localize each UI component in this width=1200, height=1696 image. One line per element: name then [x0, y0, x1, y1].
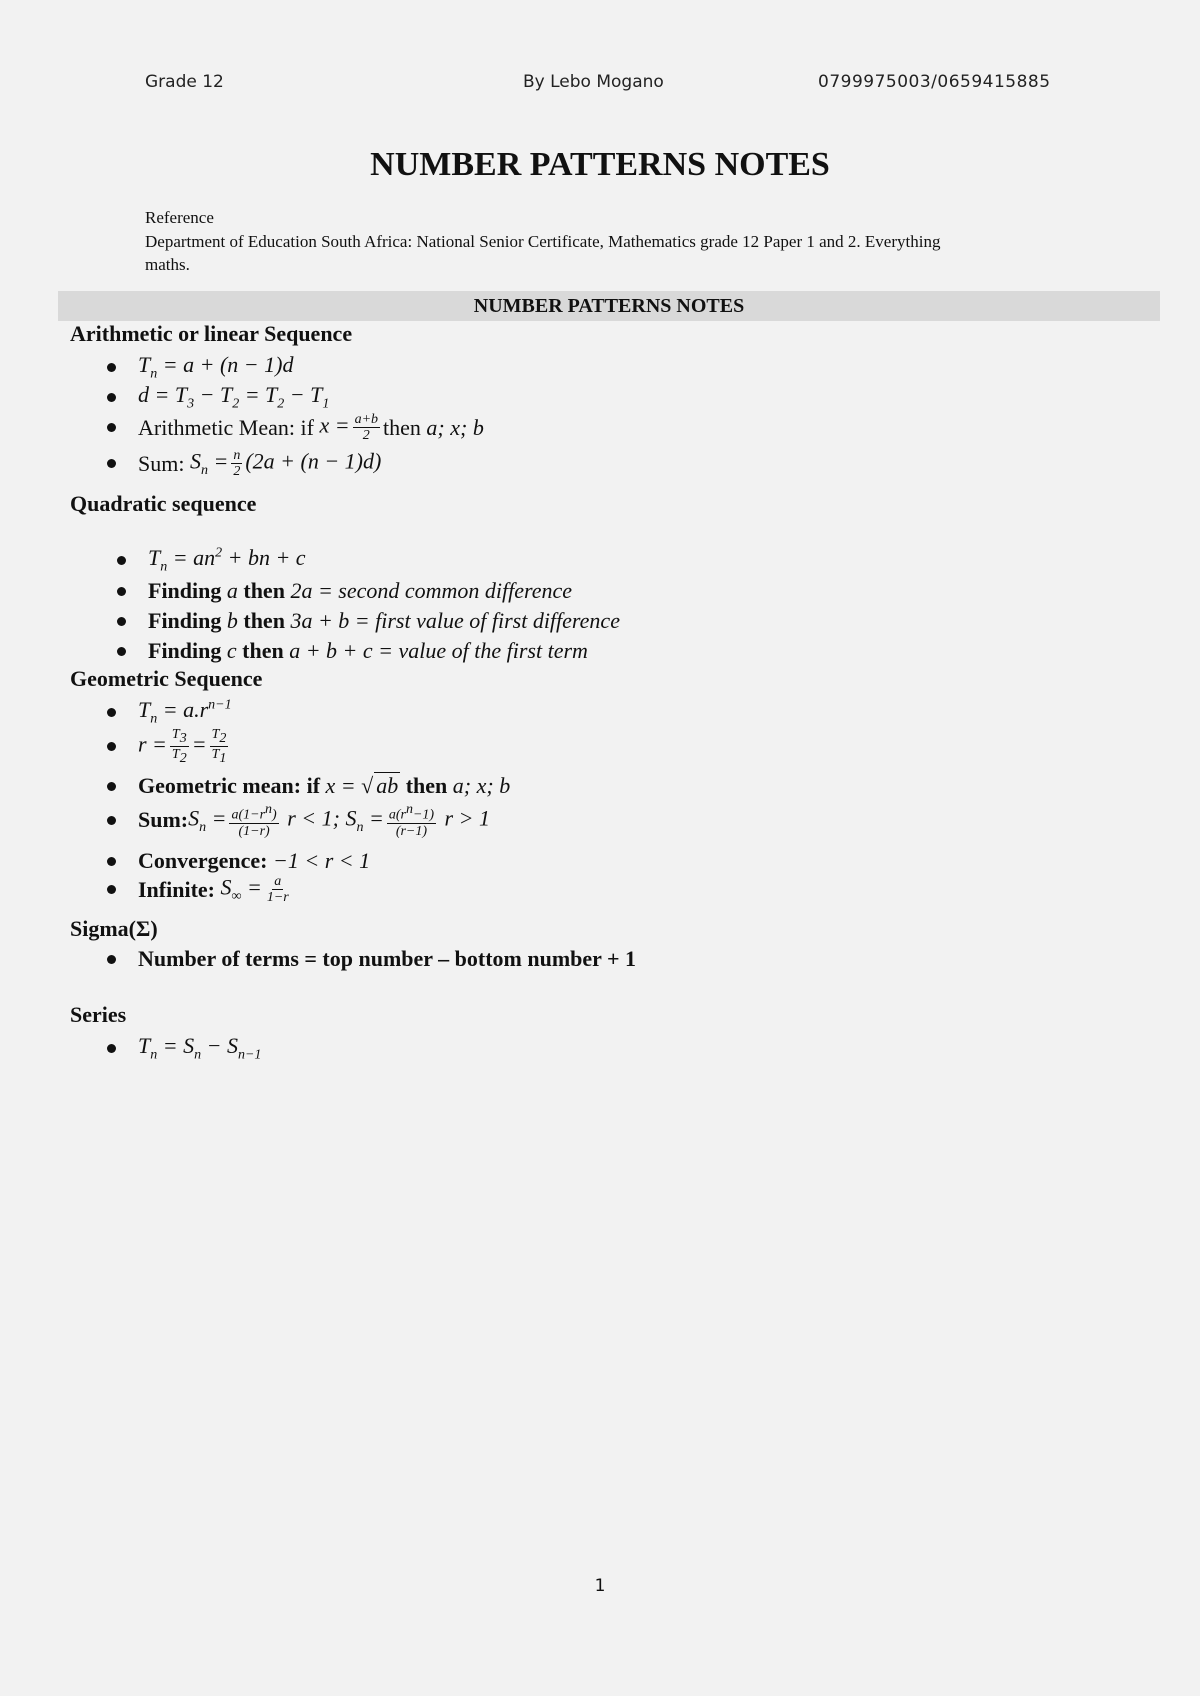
bullet-icon	[107, 363, 116, 372]
formula-abx: a; x; b	[426, 414, 484, 440]
first-value-first-difference: first value of first difference	[375, 608, 620, 633]
formula-geometric-sum: $S_n$ = $\frac{a(1-r^n)}{(1-r)}$ r < 1; $S_n$ = $\frac{a(r^n-1)}{(r-1)}$ r > 1	[188, 802, 490, 839]
reference-label: Reference	[145, 208, 214, 227]
formula-arithmetic-sum: $S_n$ = $\frac{n}{2}$ (2a + (n − 1)d)	[189, 448, 382, 479]
finding-label: Finding	[148, 638, 222, 663]
page-number: 1	[594, 1576, 606, 1596]
geometric-heading: Geometric Sequence	[70, 666, 263, 691]
finding-label: Finding	[148, 578, 222, 603]
list-item	[117, 638, 588, 664]
formula-common-difference: $d = T_3 - T_2 = T_2 - T_1$	[138, 382, 330, 412]
sigma-heading: Sigma(Σ)	[70, 916, 158, 941]
then-label: then	[243, 578, 285, 603]
bullet-icon	[107, 955, 116, 964]
list-item	[107, 848, 370, 874]
section-banner: NUMBER PATTERNS NOTES	[58, 291, 1160, 321]
formula-infinite-sum: $S_\infty$ = $\frac{a}{1-r}$	[220, 874, 289, 905]
list-item	[107, 802, 490, 839]
sum-label: Sum:	[138, 807, 189, 833]
bullet-icon	[107, 885, 116, 894]
bullet-icon	[117, 647, 126, 656]
list-item	[107, 448, 381, 479]
bullet-icon	[117, 587, 126, 596]
arithmetic-heading: Arithmetic or linear Sequence	[70, 321, 353, 346]
list-item	[107, 1033, 261, 1063]
second-common-difference: second common difference	[338, 578, 573, 603]
infinite-label: Infinite:	[138, 876, 215, 902]
quadratic-heading: Quadratic sequence	[70, 491, 257, 516]
list-item	[107, 352, 293, 382]
formula-geometric-mean: x = √ ab	[325, 773, 399, 798]
reference-line1: Department of Education South Africa: National Senior Certificate, Mathematics grade 12 Paper 1 and 2. Everything	[145, 232, 941, 251]
header-phone: 0799975003/0659415885	[818, 72, 1051, 92]
then-label: then	[405, 773, 448, 798]
bullet-icon	[107, 782, 116, 791]
formula-3a-b: 3a + b =	[290, 608, 376, 633]
bullet-icon	[107, 857, 116, 866]
then-label: then	[242, 638, 284, 663]
formula-2a: 2a =	[290, 578, 339, 603]
bullet-icon	[107, 393, 116, 402]
bullet-icon	[107, 1044, 116, 1053]
bullet-icon	[117, 617, 126, 626]
sum-label: Sum:	[138, 450, 185, 476]
page-title: NUMBER PATTERNS NOTES	[370, 146, 830, 183]
bullet-icon	[107, 459, 116, 468]
list-item	[107, 946, 636, 972]
arithmetic-mean-label: Arithmetic Mean: if	[138, 414, 314, 440]
formula-convergence: −1 < r < 1	[273, 848, 371, 873]
var-c: c	[226, 638, 237, 663]
bullet-icon	[107, 708, 116, 717]
list-item	[107, 727, 231, 766]
bullet-icon	[107, 423, 116, 432]
geometric-mean-label: Geometric mean: if	[138, 773, 321, 798]
list-item	[117, 578, 572, 604]
sigma-rule: Number of terms = top number – bottom number + 1	[138, 946, 637, 971]
header-author: By Lebo Mogano	[523, 72, 664, 92]
formula-tn-arithmetic: $T_n = a + (n - 1)d$	[138, 352, 294, 382]
formula-tn-quadratic: $T_n = an^2$ + bn + c	[148, 545, 306, 575]
list-item	[107, 697, 232, 727]
then-label: then	[383, 414, 421, 440]
list-item	[107, 412, 484, 443]
list-item	[117, 545, 306, 575]
bullet-icon	[117, 556, 126, 565]
list-item	[107, 874, 294, 905]
convergence-label: Convergence:	[138, 848, 268, 873]
var-b: b	[226, 608, 238, 633]
list-item	[107, 773, 510, 799]
formula-series-tn: $T_n = S_n - S_{n-1}$	[138, 1033, 262, 1063]
finding-label: Finding	[148, 608, 222, 633]
then-label: then	[243, 608, 285, 633]
formula-ratio: r = $\frac{T_3}{T_2}$ = $\frac{T_2}{T_1}$	[138, 727, 227, 766]
bullet-icon	[107, 742, 116, 751]
formula-abx: a; x; b	[452, 773, 511, 798]
list-item	[117, 608, 620, 634]
formula-arithmetic-mean: x = $\frac{a+b}{2}$	[319, 412, 379, 443]
bullet-icon	[107, 816, 116, 825]
reference-line2: maths.	[145, 255, 190, 274]
formula-abc: a + b + c =	[289, 638, 399, 663]
header-grade: Grade 12	[145, 72, 224, 92]
list-item	[107, 382, 329, 412]
value-first-term: value of the first term	[398, 638, 588, 663]
formula-tn-geometric: $T_n = a.r^{n-1}$	[138, 697, 232, 727]
var-a: a	[226, 578, 238, 603]
series-heading: Series	[70, 1002, 127, 1027]
